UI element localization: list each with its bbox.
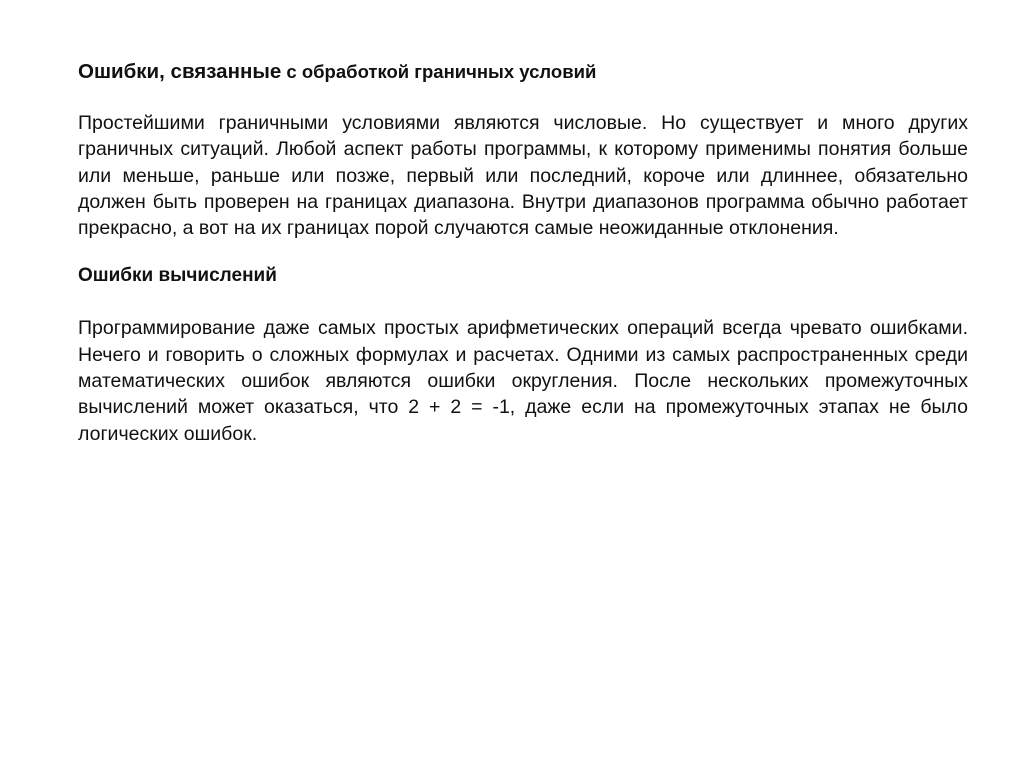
- section-heading-boundary-errors: [78, 58, 968, 85]
- paragraph-boundary-errors: Простейшими граничными условиями являются числовые. Но существует и много других граничных ситуаций. Любой аспект работы программы, к которому применимы понятия больше или меньше, раньше или позже, первый или последний, короче или длиннее, обязательно должен быть проверен на границах диапазона. Внутри диапазонов программа обычно работает прекрасно, а вот на их границах порой случаются самые неожиданные отклонения.: [78, 112, 968, 240]
- section-heading-calculation-errors: Ошибки вычислений: [78, 265, 277, 287]
- paragraph-calculation-errors: Программирование даже самых простых арифметических операций всегда чревато ошибками. Нечего и говорить о сложных формулах и расчетах. Одними из самых распространенных среди математических ошибок являются ошибки округления. После нескольких промежуточных вычислений может оказаться, что 2 + 2 = -1, даже если на промежуточных этапах не было логических ошибок.: [78, 317, 968, 445]
- heading-main-text: Ошибки, связанные: [78, 60, 282, 83]
- heading-rest-text: с обработкой граничных условий: [281, 61, 597, 82]
- slide-content: [78, 55, 968, 447]
